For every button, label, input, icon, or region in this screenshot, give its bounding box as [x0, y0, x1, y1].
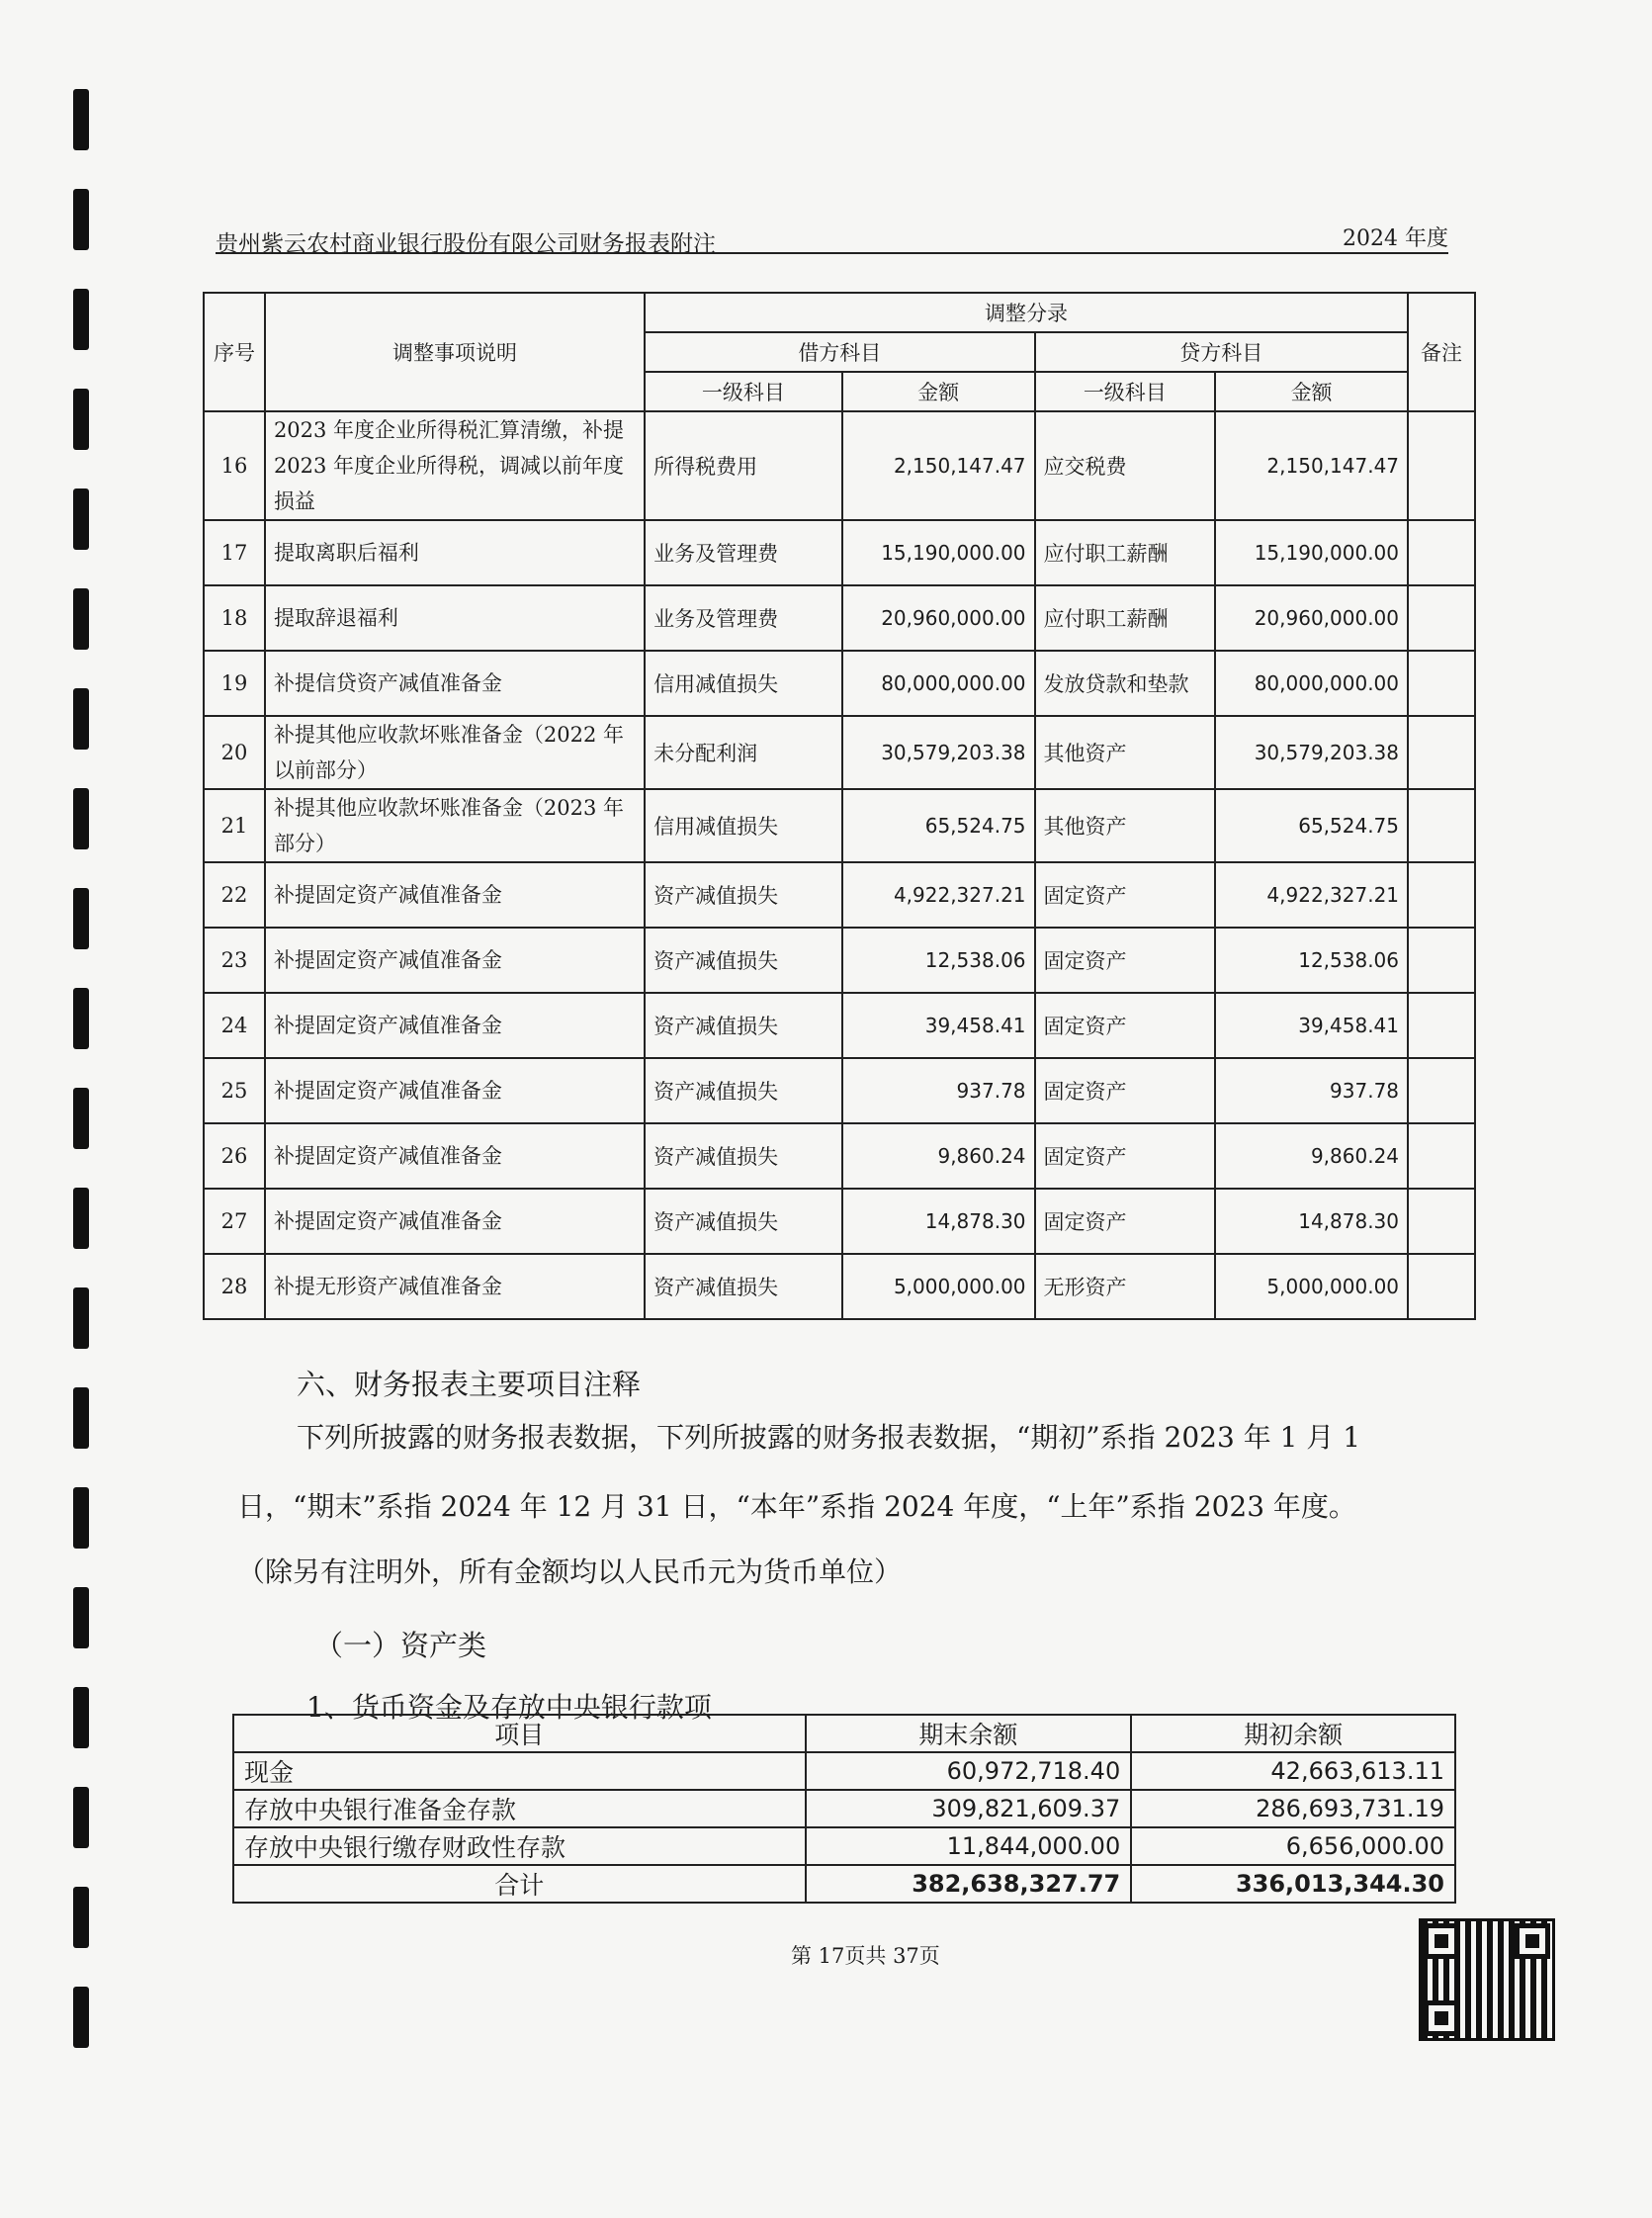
row-credit-amount: 4,922,327.21 — [1215, 862, 1408, 928]
table-row — [204, 716, 1475, 789]
row-debit-account: 信用减值损失 — [645, 651, 842, 716]
row-debit-amount: 14,878.30 — [842, 1189, 1035, 1254]
header-debit-level1: 一级科目 — [645, 372, 842, 411]
table-row — [204, 651, 1475, 716]
row-debit-amount: 15,190,000.00 — [842, 520, 1035, 585]
cash-row — [233, 1827, 1455, 1865]
row-description: 补提固定资产减值准备金 — [265, 1189, 645, 1254]
row-credit-account: 固定资产 — [1035, 928, 1216, 993]
row-debit-amount: 20,960,000.00 — [842, 585, 1035, 651]
row-debit-account: 未分配利润 — [645, 716, 842, 789]
row-credit-amount: 65,524.75 — [1215, 789, 1408, 862]
row-credit-account: 应交税费 — [1035, 411, 1216, 520]
row-description: 补提固定资产减值准备金 — [265, 993, 645, 1058]
header-entry: 调整分录 — [645, 293, 1408, 332]
row-remark — [1408, 411, 1475, 520]
cash-end: 309,821,609.37 — [806, 1790, 1132, 1827]
row-debit-account: 所得税费用 — [645, 411, 842, 520]
table-row — [204, 862, 1475, 928]
header-credit: 贷方科目 — [1035, 332, 1408, 372]
section-title: 六、财务报表主要项目注释 — [297, 1368, 642, 1401]
binding-mark — [73, 1987, 89, 2048]
table-row — [204, 1254, 1475, 1319]
row-debit-amount: 65,524.75 — [842, 789, 1035, 862]
row-remark — [1408, 993, 1475, 1058]
row-credit-account: 应付职工薪酬 — [1035, 520, 1216, 585]
row-debit-amount: 5,000,000.00 — [842, 1254, 1035, 1319]
row-credit-amount: 2,150,147.47 — [1215, 411, 1408, 520]
row-description: 补提固定资产减值准备金 — [265, 928, 645, 993]
row-description: 补提其他应收款坏账准备金（2022 年以前部分） — [265, 716, 645, 789]
row-remark — [1408, 520, 1475, 585]
row-debit-amount: 2,150,147.47 — [842, 411, 1035, 520]
row-remark — [1408, 1123, 1475, 1189]
row-credit-amount: 12,538.06 — [1215, 928, 1408, 993]
document-header-year: 2024 年度 — [1343, 226, 1448, 251]
qr-code — [1419, 1918, 1555, 2041]
row-debit-amount: 937.78 — [842, 1058, 1035, 1123]
row-credit-account: 固定资产 — [1035, 1189, 1216, 1254]
cash-item: 存放中央银行准备金存款 — [233, 1790, 806, 1827]
row-description: 补提信贷资产减值准备金 — [265, 651, 645, 716]
header-remark: 备注 — [1408, 293, 1475, 411]
row-number: 18 — [204, 585, 265, 651]
row-debit-account: 信用减值损失 — [645, 789, 842, 862]
header-debit-amount: 金额 — [842, 372, 1035, 411]
row-number: 25 — [204, 1058, 265, 1123]
cash-item: 存放中央银行缴存财政性存款 — [233, 1827, 806, 1865]
row-number: 20 — [204, 716, 265, 789]
row-debit-amount: 80,000,000.00 — [842, 651, 1035, 716]
header-credit-amount: 金额 — [1215, 372, 1408, 411]
row-number: 16 — [204, 411, 265, 520]
cash-begin: 286,693,731.19 — [1131, 1790, 1455, 1827]
binding-mark — [73, 1487, 89, 1549]
row-credit-amount: 937.78 — [1215, 1058, 1408, 1123]
row-credit-account: 发放贷款和垫款 — [1035, 651, 1216, 716]
cash-header-item: 项目 — [233, 1715, 806, 1752]
row-debit-amount: 12,538.06 — [842, 928, 1035, 993]
header-rule — [216, 252, 1448, 254]
row-number: 21 — [204, 789, 265, 862]
row-credit-account: 应付职工薪酬 — [1035, 585, 1216, 651]
paragraph-line-3: （除另有注明外，所有金额均以人民币元为货币单位） — [237, 1555, 903, 1588]
qr-finder — [1424, 2000, 1459, 2036]
header-seq: 序号 — [204, 293, 265, 411]
binding-mark — [73, 688, 89, 750]
row-remark — [1408, 1189, 1475, 1254]
row-credit-account: 固定资产 — [1035, 1123, 1216, 1189]
row-credit-amount: 5,000,000.00 — [1215, 1254, 1408, 1319]
table-row — [204, 585, 1475, 651]
binding-mark — [73, 1287, 89, 1349]
cash-end: 11,844,000.00 — [806, 1827, 1132, 1865]
row-number: 24 — [204, 993, 265, 1058]
row-credit-amount: 80,000,000.00 — [1215, 651, 1408, 716]
header-desc: 调整事项说明 — [265, 293, 645, 411]
cash-table — [232, 1714, 1456, 1904]
page-number: 第 17页共 37页 — [791, 1944, 940, 1968]
row-debit-account: 业务及管理费 — [645, 585, 842, 651]
row-credit-amount: 39,458.41 — [1215, 993, 1408, 1058]
row-number: 22 — [204, 862, 265, 928]
cash-total-row — [233, 1865, 1455, 1903]
binding-mark — [73, 1188, 89, 1249]
table-row — [204, 928, 1475, 993]
row-description: 补提固定资产减值准备金 — [265, 862, 645, 928]
row-description: 补提无形资产减值准备金 — [265, 1254, 645, 1319]
row-credit-account: 其他资产 — [1035, 789, 1216, 862]
cash-header-begin: 期初余额 — [1131, 1715, 1455, 1752]
row-remark — [1408, 651, 1475, 716]
row-debit-amount: 30,579,203.38 — [842, 716, 1035, 789]
table-row — [204, 1189, 1475, 1254]
cash-begin: 42,663,613.11 — [1131, 1752, 1455, 1790]
cash-total-label: 合计 — [233, 1865, 806, 1903]
binding-mark — [73, 588, 89, 650]
row-description: 提取离职后福利 — [265, 520, 645, 585]
qr-finder — [1424, 1923, 1459, 1959]
row-debit-account: 资产减值损失 — [645, 993, 842, 1058]
row-credit-account: 固定资产 — [1035, 862, 1216, 928]
row-number: 28 — [204, 1254, 265, 1319]
binding-mark — [73, 788, 89, 849]
row-description: 补提固定资产减值准备金 — [265, 1123, 645, 1189]
row-debit-account: 业务及管理费 — [645, 520, 842, 585]
cash-total-begin: 336,013,344.30 — [1131, 1865, 1455, 1903]
binding-mark — [73, 1887, 89, 1948]
row-credit-amount: 14,878.30 — [1215, 1189, 1408, 1254]
row-credit-account: 其他资产 — [1035, 716, 1216, 789]
binding-mark — [73, 289, 89, 350]
document-header-title: 贵州紫云农村商业银行股份有限公司财务报表附注 — [216, 231, 716, 257]
row-number: 19 — [204, 651, 265, 716]
row-remark — [1408, 862, 1475, 928]
row-credit-amount: 15,190,000.00 — [1215, 520, 1408, 585]
row-description: 补提其他应收款坏账准备金（2023 年部分） — [265, 789, 645, 862]
cash-row — [233, 1752, 1455, 1790]
binding-mark — [73, 988, 89, 1049]
row-remark — [1408, 789, 1475, 862]
table-row — [204, 789, 1475, 862]
row-debit-account: 资产减值损失 — [645, 862, 842, 928]
cash-item: 现金 — [233, 1752, 806, 1790]
row-debit-account: 资产减值损失 — [645, 928, 842, 993]
binding-mark — [73, 89, 89, 150]
adjustment-table — [203, 292, 1476, 1320]
cash-end: 60,972,718.40 — [806, 1752, 1132, 1790]
qr-finder — [1515, 1923, 1550, 1959]
row-remark — [1408, 1254, 1475, 1319]
table-row — [204, 993, 1475, 1058]
row-number: 17 — [204, 520, 265, 585]
cash-row — [233, 1790, 1455, 1827]
row-remark — [1408, 928, 1475, 993]
row-remark — [1408, 585, 1475, 651]
row-credit-account: 固定资产 — [1035, 993, 1216, 1058]
table-row — [204, 411, 1475, 520]
row-credit-amount: 9,860.24 — [1215, 1123, 1408, 1189]
row-description: 2023 年度企业所得税汇算清缴，补提 2023 年度企业所得税，调减以前年度损益 — [265, 411, 645, 520]
row-number: 23 — [204, 928, 265, 993]
binding-mark — [73, 1787, 89, 1848]
row-remark — [1408, 1058, 1475, 1123]
subsection-title: （一）资产类 — [314, 1629, 487, 1662]
row-credit-amount: 20,960,000.00 — [1215, 585, 1408, 651]
row-debit-account: 资产减值损失 — [645, 1189, 842, 1254]
row-debit-account: 资产减值损失 — [645, 1254, 842, 1319]
binding-mark — [73, 389, 89, 450]
row-description: 补提固定资产减值准备金 — [265, 1058, 645, 1123]
cash-header-end: 期末余额 — [806, 1715, 1132, 1752]
row-credit-account: 无形资产 — [1035, 1254, 1216, 1319]
paragraph-line-2: 日，“期末”系指 2024 年 12 月 31 日，“本年”系指 2024 年度，“上年”系指 2023 年度。 — [237, 1490, 1356, 1523]
table-row — [204, 1058, 1475, 1123]
row-debit-amount: 4,922,327.21 — [842, 862, 1035, 928]
row-debit-amount: 9,860.24 — [842, 1123, 1035, 1189]
binding-mark — [73, 488, 89, 550]
row-credit-account: 固定资产 — [1035, 1058, 1216, 1123]
table-row — [204, 520, 1475, 585]
binding-holes — [73, 89, 99, 2126]
cash-begin: 6,656,000.00 — [1131, 1827, 1455, 1865]
binding-mark — [73, 888, 89, 949]
row-debit-account: 资产减值损失 — [645, 1123, 842, 1189]
cash-total-end: 382,638,327.77 — [806, 1865, 1132, 1903]
row-debit-amount: 39,458.41 — [842, 993, 1035, 1058]
row-number: 26 — [204, 1123, 265, 1189]
item-title: 1、货币资金及存放中央银行款项 — [306, 1691, 712, 1724]
row-number: 27 — [204, 1189, 265, 1254]
paragraph-line-1: 下列所披露的财务报表数据，下列所披露的财务报表数据，“期初”系指 2023 年 1 月 1 — [297, 1421, 1361, 1454]
row-remark — [1408, 716, 1475, 789]
row-description: 提取辞退福利 — [265, 585, 645, 651]
row-debit-account: 资产减值损失 — [645, 1058, 842, 1123]
binding-mark — [73, 1088, 89, 1149]
binding-mark — [73, 1687, 89, 1748]
binding-mark — [73, 1387, 89, 1449]
table-row — [204, 1123, 1475, 1189]
binding-mark — [73, 1587, 89, 1648]
header-debit: 借方科目 — [645, 332, 1034, 372]
binding-mark — [73, 189, 89, 250]
header-credit-level1: 一级科目 — [1035, 372, 1216, 411]
row-credit-amount: 30,579,203.38 — [1215, 716, 1408, 789]
